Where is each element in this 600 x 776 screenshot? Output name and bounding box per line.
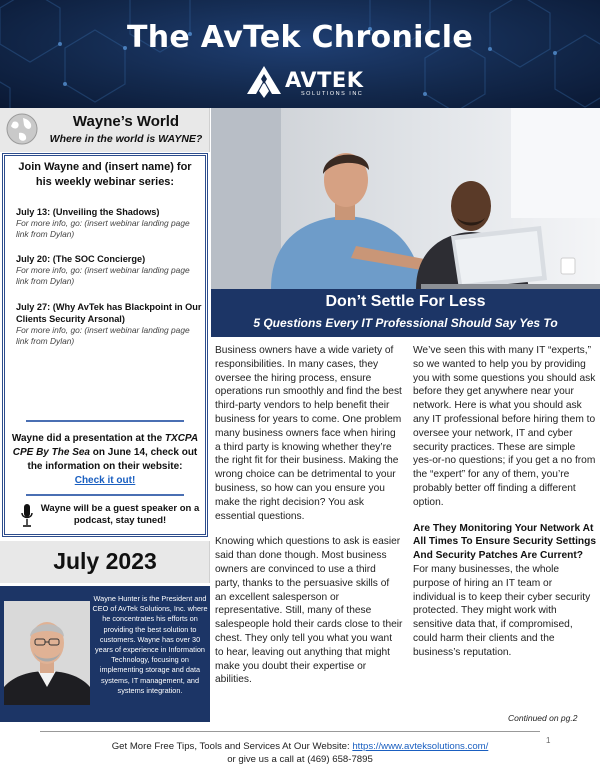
podcast-note: Wayne will be a guest speaker on a podcast, stay tuned! (40, 503, 200, 526)
article-paragraph: We’ve seen this with many IT “experts,” so we wanted to help you by providing you with some questions you should ask before they get anywhere near your network. Here is what you should ask any IT professional before hiring them to oversee your network, IT and cyber security practices. These are simple yes-or-no questions; if you get a no from the “expert” for any of them, you’re probably better off finding a different option. (413, 345, 596, 508)
section-divider (26, 494, 184, 496)
event-item (16, 253, 202, 287)
article-section-heading: Are They Monitoring Your Network At All Times To Ensure Security Settings And Security Patches Are Current? (413, 522, 597, 562)
website-link[interactable]: https://www.avteksolutions.com/ (352, 741, 489, 752)
presentation-note (8, 432, 202, 488)
article-column-1 (215, 344, 403, 687)
waynes-world-subtitle: Where in the world is WAYNE? (49, 133, 203, 145)
event-title: July 27: (Why AvTek has Blackpoint in Our Clients Security Arsonal) (16, 302, 202, 324)
microphone-icon (20, 503, 34, 529)
footer-phone-text: or give us a call at (469) 658-7895 (227, 753, 373, 765)
avtek-logo (245, 64, 365, 100)
event-title: July 13: (Unveiling the Shadows) (16, 207, 160, 217)
avtek-logo-icon (245, 64, 283, 100)
masthead (0, 0, 600, 108)
article-paragraph: For many businesses, the whole purpose of hiring an IT team or individual is to keep their cyber security protected. They might work with sensitive data that, if compromised, could harm their clients and the business’s reputation. (413, 563, 591, 658)
newsletter-title: The AvTek Chronicle (126, 20, 474, 55)
globe-icon (5, 112, 39, 146)
presentation-text-end: on June 14, check out the information on their website: (27, 447, 198, 472)
continued-note: Continued on pg.2 (508, 713, 578, 723)
webinar-intro: Join Wayne and (insert name) for his weekly webinar series: (18, 161, 192, 188)
section-divider (26, 420, 184, 422)
issue-month: July 2023 (53, 548, 157, 574)
event-title: July 20: (The SOC Concierge) (16, 254, 146, 264)
waynes-world-title: Wayne’s World (72, 113, 180, 130)
presentation-text: Wayne did a presentation at the (11, 433, 165, 444)
author-bio: Wayne Hunter is the President and CEO of AvTek Solutions, Inc. where he concentrates his efforts on providing the best solution to customers. Wayne has over 30 years of experience in Information Technology, focusing on implementing storage and data systems, IT management, and systems integration. (92, 594, 208, 695)
article-paragraph: Knowing which questions to ask is easier said than done though. Most business owners are convinced to use a third party, thanks to the persuasive skills of an excellent salesperson or representative. Still, many of these salespeople hold their cards close to their chest. They only tell you what you want to hear, leaving out anything that might make you doubt their expertise or abilities. (215, 536, 403, 686)
article-subheadline: 5 Questions Every IT Professional Should Say Yes To (253, 316, 558, 330)
waynes-world-header (0, 108, 210, 152)
footer (0, 741, 600, 766)
article-banner (211, 289, 600, 337)
author-portrait (4, 601, 90, 705)
event-info: For more info, go: (insert webinar landing page link from Dylan) (16, 265, 190, 286)
footer-divider (40, 731, 540, 732)
page-number: 1 (546, 736, 551, 745)
event-info: For more info, go: (insert webinar landing page link from Dylan) (16, 218, 190, 239)
article-column-2 (413, 344, 597, 660)
article-paragraph: Business owners have a wide variety of responsibilities. In many cases, they oversee the hiring process, ensure operations run smoothly and find the best third-party vendors to help benefit their business for years to come. One problem many business owners face when hiring a third party is knowing whether they’re the right fit for their business. Making the wrong choice can be detrimental to your business, so how can you ensure you make the right decision? You ask essential questions. (215, 345, 402, 522)
logo-brand-text: AVTEK (285, 68, 364, 92)
footer-text: Get More Free Tips, Tools and Services At Our Website: (111, 741, 353, 752)
event-info: For more info, go: (insert webinar landing page link from Dylan) (16, 325, 190, 346)
event-item (16, 301, 202, 347)
presentation-event: TXCPA CPE By The Sea (12, 433, 199, 458)
article-headline: Don’t Settle For Less (325, 293, 486, 310)
hero-photo (211, 108, 600, 289)
check-it-out-link[interactable]: Check it out! (74, 475, 136, 486)
event-item (16, 206, 202, 240)
logo-sub-text: SOLUTIONS INC (301, 91, 364, 97)
